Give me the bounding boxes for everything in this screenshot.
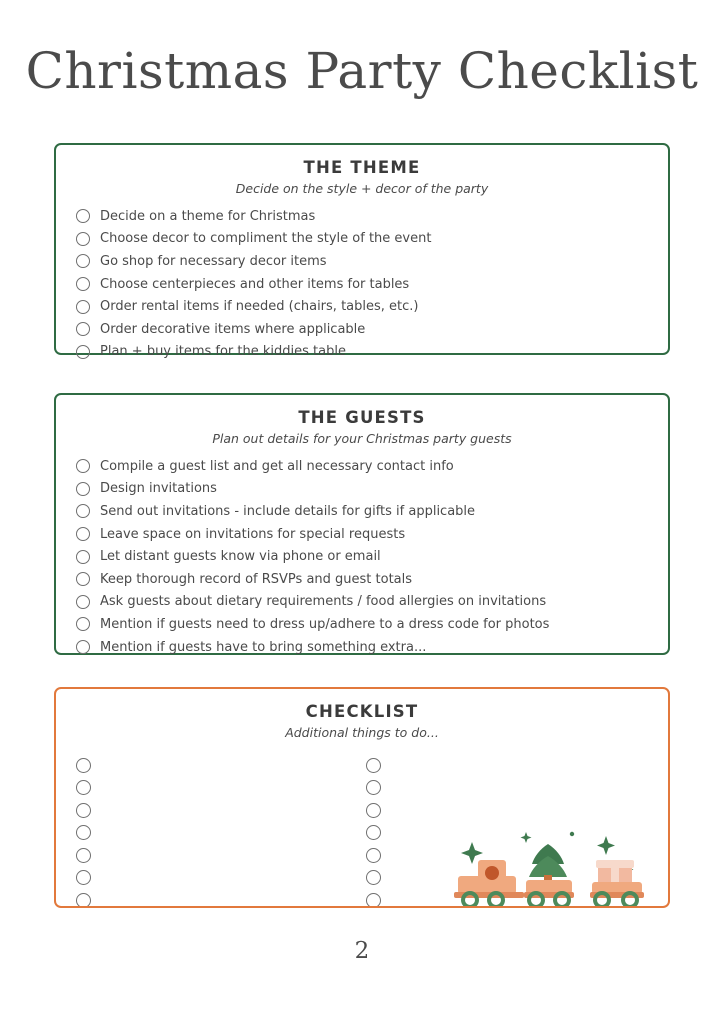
- blank-column-left: [76, 754, 366, 908]
- checklist-item-label: Decide on a theme for Christmas: [100, 208, 316, 224]
- checklist-item[interactable]: [76, 613, 668, 636]
- blank-checklist-row[interactable]: [366, 799, 656, 822]
- checklist-item[interactable]: [76, 523, 668, 546]
- section-theme: [54, 143, 670, 360]
- checkbox-icon[interactable]: [76, 595, 90, 609]
- checklist-item-label: Go shop for necessary decor items: [100, 253, 327, 269]
- section-guests: [54, 393, 670, 655]
- checkbox-icon[interactable]: [76, 209, 90, 223]
- checklist-item-label: Choose decor to compliment the style of the event: [100, 231, 432, 247]
- checkbox-icon[interactable]: [366, 758, 381, 773]
- checklist-item[interactable]: [76, 568, 668, 591]
- checkbox-icon[interactable]: [76, 504, 90, 518]
- checkbox-icon[interactable]: [76, 254, 90, 268]
- checkbox-icon[interactable]: [366, 780, 381, 795]
- christmas-train-icon: [452, 820, 662, 908]
- checkbox-icon[interactable]: [76, 780, 91, 795]
- checklist-item-label: Send out invitations - include details for gifts if applicable: [100, 503, 476, 519]
- checklist-item-label: Mention if guests need to dress up/adhere to a dress code for photos: [100, 616, 550, 632]
- checkbox-icon[interactable]: [76, 572, 90, 586]
- section-checklist-subtitle: Additional things to do...: [285, 725, 439, 740]
- checklist-item[interactable]: [76, 318, 668, 341]
- section-guests-subtitle: Plan out details for your Christmas party guests: [212, 431, 512, 446]
- checklist-item-label: Leave space on invitations for special requests: [100, 526, 406, 542]
- section-theme-items: [56, 205, 668, 363]
- checkbox-icon[interactable]: [76, 893, 91, 908]
- checkbox-icon[interactable]: [76, 870, 91, 885]
- page-title: Christmas Party Checklist: [25, 42, 699, 100]
- blank-checklist-row[interactable]: [76, 754, 366, 777]
- blank-checklist-row[interactable]: [366, 754, 656, 777]
- blank-checklist-row[interactable]: [76, 844, 366, 867]
- checklist-item-label: Design invitations: [100, 481, 217, 497]
- checkbox-icon[interactable]: [76, 527, 90, 541]
- checklist-item[interactable]: [76, 636, 668, 659]
- blank-checklist-row[interactable]: [76, 889, 366, 908]
- checklist-item-label: Plan + buy items for the kiddies table: [100, 344, 346, 360]
- section-guests-title: THE GUESTS: [298, 408, 426, 427]
- checkbox-icon[interactable]: [76, 758, 91, 773]
- blank-checklist-row[interactable]: [76, 799, 366, 822]
- checklist-item-label: Ask guests about dietary requirements / food allergies on invitations: [100, 594, 547, 610]
- checkbox-icon[interactable]: [76, 345, 90, 359]
- checkbox-icon[interactable]: [76, 550, 90, 564]
- checkbox-icon[interactable]: [76, 848, 91, 863]
- checklist-item[interactable]: [76, 228, 668, 251]
- section-checklist-title: CHECKLIST: [305, 702, 419, 721]
- checklist-item-label: Compile a guest list and get all necessary contact info: [100, 458, 454, 474]
- checklist-item-label: Keep thorough record of RSVPs and guest totals: [100, 571, 413, 587]
- section-guests-items: [56, 455, 668, 658]
- checklist-item-label: Mention if guests have to bring something extra...: [100, 639, 427, 655]
- checkbox-icon[interactable]: [76, 640, 90, 654]
- checklist-item[interactable]: [76, 478, 668, 501]
- page-number: 2: [354, 938, 370, 964]
- checkbox-icon[interactable]: [76, 803, 91, 818]
- checklist-item[interactable]: [76, 341, 668, 364]
- blank-checklist-row[interactable]: [76, 822, 366, 845]
- checklist-item[interactable]: [76, 295, 668, 318]
- checkbox-icon[interactable]: [366, 803, 381, 818]
- checkbox-icon[interactable]: [76, 277, 90, 291]
- checklist-item[interactable]: [76, 545, 668, 568]
- checkbox-icon[interactable]: [76, 232, 90, 246]
- checkbox-icon[interactable]: [76, 617, 90, 631]
- checkbox-icon[interactable]: [76, 322, 90, 336]
- checklist-item[interactable]: [76, 205, 668, 228]
- blank-checklist-row[interactable]: [76, 777, 366, 800]
- checklist-item-label: Order decorative items where applicable: [100, 321, 366, 337]
- checklist-item[interactable]: [76, 273, 668, 296]
- checkbox-icon[interactable]: [76, 825, 91, 840]
- section-checklist: [54, 687, 670, 908]
- checklist-item-label: Let distant guests know via phone or email: [100, 549, 381, 565]
- checkbox-icon[interactable]: [366, 848, 381, 863]
- section-theme-title: THE THEME: [303, 158, 421, 177]
- checklist-item[interactable]: [76, 250, 668, 273]
- checklist-item[interactable]: [76, 500, 668, 523]
- checkbox-icon[interactable]: [76, 459, 90, 473]
- section-theme-subtitle: Decide on the style + decor of the party: [235, 181, 489, 196]
- checkbox-icon[interactable]: [366, 870, 381, 885]
- checkbox-icon[interactable]: [366, 825, 381, 840]
- checklist-item[interactable]: [76, 591, 668, 614]
- checklist-item-label: Choose centerpieces and other items for tables: [100, 276, 410, 292]
- blank-checklist-row[interactable]: [76, 867, 366, 890]
- checklist-item-label: Order rental items if needed (chairs, tables, etc.): [100, 299, 419, 315]
- checkbox-icon[interactable]: [76, 482, 90, 496]
- checkbox-icon[interactable]: [366, 893, 381, 908]
- checklist-item[interactable]: [76, 455, 668, 478]
- blank-checklist-row[interactable]: [366, 777, 656, 800]
- checkbox-icon[interactable]: [76, 300, 90, 314]
